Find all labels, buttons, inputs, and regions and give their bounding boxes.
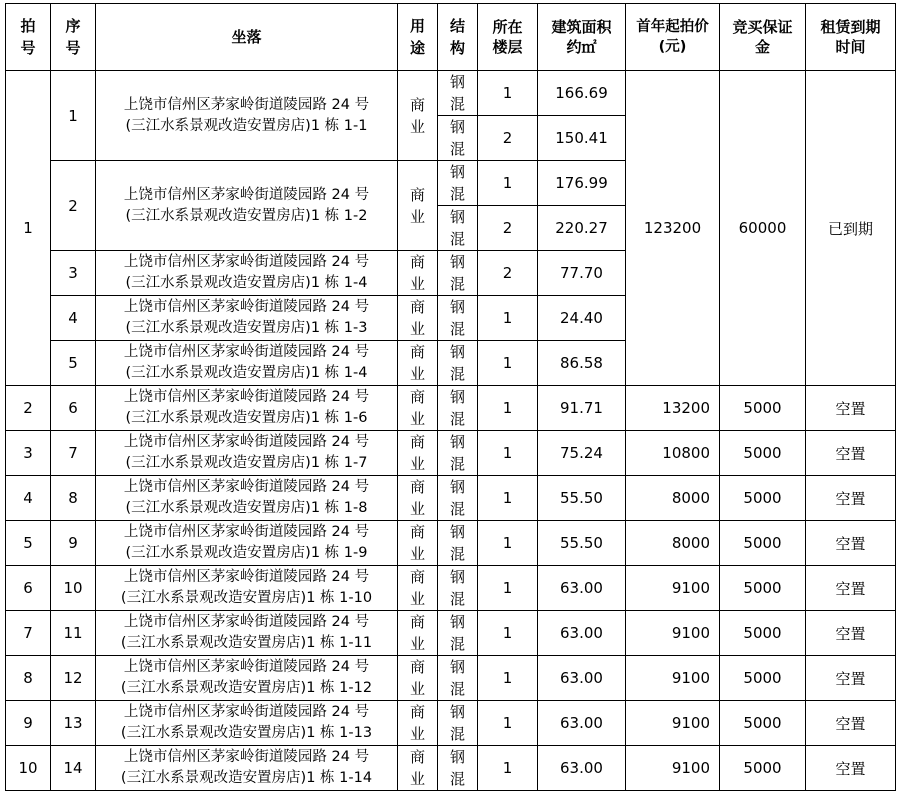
start-price-cell: 9100 [626, 611, 720, 656]
location-line: (三江水系景观改造安置房店)1 栋 1-6 [125, 410, 368, 426]
use-text: 商业 [410, 658, 426, 698]
start-price-cell: 123200 [626, 71, 720, 386]
location-line: 上饶市信州区茅家岭街道陵园路 24 号 [123, 749, 370, 765]
deposit-cell: 5000 [720, 746, 806, 791]
location-line: 上饶市信州区茅家岭街道陵园路 24 号 [123, 434, 370, 450]
table-row [6, 746, 896, 791]
use-cell [398, 656, 438, 701]
area-cell: 91.71 [538, 386, 626, 431]
lot-number: 2 [6, 386, 51, 431]
use-text: 商业 [410, 343, 426, 383]
start-price-cell: 9100 [626, 746, 720, 791]
deposit-cell: 5000 [720, 611, 806, 656]
area-cell: 24.40 [538, 296, 626, 341]
area-cell: 63.00 [538, 701, 626, 746]
deposit-cell: 5000 [720, 476, 806, 521]
deposit-cell: 5000 [720, 431, 806, 476]
lease-expiry-cell: 空置 [806, 386, 896, 431]
use-text: 商业 [410, 433, 426, 473]
location-line: (三江水系景观改造安置房店)1 栋 1-4 [125, 275, 368, 291]
structure-cell [438, 701, 478, 746]
header-deposit: 竞买保证金 [720, 4, 806, 71]
location-line: (三江水系景观改造安置房店)1 栋 1-13 [120, 725, 373, 741]
structure-text: 钢混 [450, 658, 466, 698]
table-row [6, 566, 896, 611]
structure-cell [438, 206, 478, 251]
use-text: 商业 [410, 478, 426, 518]
location-cell [96, 71, 398, 161]
location-line: (三江水系景观改造安置房店)1 栋 1-9 [125, 545, 368, 561]
seq-number: 7 [51, 431, 96, 476]
seq-number: 8 [51, 476, 96, 521]
lease-expiry-cell: 空置 [806, 521, 896, 566]
location-line: 上饶市信州区茅家岭街道陵园路 24 号 [123, 254, 370, 270]
lease-expiry-cell: 空置 [806, 701, 896, 746]
lease-expiry-cell: 空置 [806, 746, 896, 791]
header-use: 用途 [398, 4, 438, 71]
header-start-price: 首年起拍价(元) [626, 4, 720, 71]
use-cell [398, 476, 438, 521]
area-cell: 176.99 [538, 161, 626, 206]
location-line: 上饶市信州区茅家岭街道陵园路 24 号 [123, 704, 370, 720]
seq-number: 10 [51, 566, 96, 611]
structure-text: 钢混 [450, 118, 466, 158]
table-row [6, 476, 896, 521]
header-lease-expiry: 租赁到期时间 [806, 4, 896, 71]
location-line: (三江水系景观改造安置房店)1 栋 1-14 [120, 770, 373, 786]
seq-number: 12 [51, 656, 96, 701]
structure-cell [438, 161, 478, 206]
use-cell [398, 521, 438, 566]
seq-number: 13 [51, 701, 96, 746]
structure-cell [438, 341, 478, 386]
floor-cell: 2 [478, 116, 538, 161]
lot-number: 8 [6, 656, 51, 701]
seq-number: 5 [51, 341, 96, 386]
area-cell: 55.50 [538, 476, 626, 521]
structure-text: 钢混 [450, 253, 466, 293]
location-line: (三江水系景观改造安置房店)1 栋 1-12 [120, 680, 373, 696]
structure-text: 钢混 [450, 568, 466, 608]
structure-text: 钢混 [450, 163, 466, 203]
lot-number: 7 [6, 611, 51, 656]
header-lot: 拍号 [6, 4, 51, 71]
floor-cell: 1 [478, 746, 538, 791]
deposit-cell: 5000 [720, 521, 806, 566]
use-cell [398, 431, 438, 476]
use-cell [398, 296, 438, 341]
structure-text: 钢混 [450, 73, 466, 113]
deposit-cell: 5000 [720, 386, 806, 431]
seq-number: 2 [51, 161, 96, 251]
lot-number: 10 [6, 746, 51, 791]
location-line: (三江水系景观改造安置房店)1 栋 1-3 [125, 320, 368, 336]
floor-cell: 1 [478, 296, 538, 341]
header-location: 坐落 [96, 4, 398, 71]
start-price-cell: 9100 [626, 656, 720, 701]
seq-number: 3 [51, 251, 96, 296]
location-line: 上饶市信州区茅家岭街道陵园路 24 号 [123, 614, 370, 630]
floor-cell: 1 [478, 161, 538, 206]
area-cell: 63.00 [538, 611, 626, 656]
floor-cell: 2 [478, 251, 538, 296]
start-price-cell: 13200 [626, 386, 720, 431]
structure-cell [438, 251, 478, 296]
structure-text: 钢混 [450, 343, 466, 383]
lot-number: 4 [6, 476, 51, 521]
table-row [6, 71, 896, 116]
header-area: 建筑面积约㎡ [538, 4, 626, 71]
seq-number: 6 [51, 386, 96, 431]
lot-number: 1 [6, 71, 51, 386]
use-text: 商业 [410, 388, 426, 428]
floor-cell: 1 [478, 521, 538, 566]
location-cell [96, 431, 398, 476]
location-line: 上饶市信州区茅家岭街道陵园路 24 号 [123, 186, 370, 203]
location-line: 上饶市信州区茅家岭街道陵园路 24 号 [123, 389, 370, 405]
structure-text: 钢混 [450, 433, 466, 473]
structure-cell [438, 116, 478, 161]
seq-number: 4 [51, 296, 96, 341]
table-row [6, 386, 896, 431]
location-cell [96, 251, 398, 296]
location-line: (三江水系景观改造安置房店)1 栋 1-11 [120, 635, 373, 651]
structure-cell [438, 611, 478, 656]
use-text: 商业 [410, 523, 426, 563]
structure-cell [438, 521, 478, 566]
area-cell: 63.00 [538, 566, 626, 611]
location-cell [96, 476, 398, 521]
location-line: (三江水系景观改造安置房店)1 栋 1-2 [125, 207, 368, 224]
table-row [6, 521, 896, 566]
use-cell [398, 746, 438, 791]
deposit-cell: 60000 [720, 71, 806, 386]
use-text: 商业 [410, 185, 426, 226]
floor-cell: 1 [478, 386, 538, 431]
use-text: 商业 [410, 748, 426, 788]
seq-number: 1 [51, 71, 96, 161]
area-cell: 63.00 [538, 656, 626, 701]
lot-number: 9 [6, 701, 51, 746]
floor-cell: 1 [478, 611, 538, 656]
area-cell: 220.27 [538, 206, 626, 251]
use-text: 商业 [410, 703, 426, 743]
location-cell [96, 656, 398, 701]
floor-cell: 2 [478, 206, 538, 251]
floor-cell: 1 [478, 476, 538, 521]
area-cell: 86.58 [538, 341, 626, 386]
use-cell [398, 341, 438, 386]
structure-cell [438, 746, 478, 791]
location-cell [96, 386, 398, 431]
location-cell [96, 161, 398, 251]
table-row [6, 611, 896, 656]
deposit-cell: 5000 [720, 566, 806, 611]
floor-cell: 1 [478, 566, 538, 611]
location-line: (三江水系景观改造安置房店)1 栋 1-7 [125, 455, 368, 471]
location-line: 上饶市信州区茅家岭街道陵园路 24 号 [123, 96, 370, 113]
lease-expiry-cell: 空置 [806, 656, 896, 701]
lot-number: 6 [6, 566, 51, 611]
seq-number: 9 [51, 521, 96, 566]
use-cell [398, 251, 438, 296]
floor-cell: 1 [478, 431, 538, 476]
area-cell: 150.41 [538, 116, 626, 161]
location-cell [96, 611, 398, 656]
location-cell [96, 566, 398, 611]
seq-number: 11 [51, 611, 96, 656]
location-line: 上饶市信州区茅家岭街道陵园路 24 号 [123, 479, 370, 495]
use-cell [398, 611, 438, 656]
use-cell [398, 161, 438, 251]
structure-text: 钢混 [450, 478, 466, 518]
lot-number: 5 [6, 521, 51, 566]
structure-text: 钢混 [450, 748, 466, 788]
structure-text: 钢混 [450, 703, 466, 743]
location-line: 上饶市信州区茅家岭街道陵园路 24 号 [123, 524, 370, 540]
location-cell [96, 296, 398, 341]
structure-text: 钢混 [450, 208, 466, 248]
structure-cell [438, 566, 478, 611]
location-line: 上饶市信州区茅家岭街道陵园路 24 号 [123, 659, 370, 675]
use-text: 商业 [410, 568, 426, 608]
start-price-cell: 8000 [626, 476, 720, 521]
lease-expiry-cell: 空置 [806, 566, 896, 611]
structure-text: 钢混 [450, 388, 466, 428]
deposit-cell: 5000 [720, 656, 806, 701]
location-cell [96, 701, 398, 746]
start-price-cell: 10800 [626, 431, 720, 476]
use-cell [398, 71, 438, 161]
lease-expiry-cell: 空置 [806, 476, 896, 521]
table-row [6, 656, 896, 701]
location-cell [96, 746, 398, 791]
auction-table [5, 3, 896, 791]
location-line: (三江水系景观改造安置房店)1 栋 1-10 [120, 590, 373, 606]
table-row [6, 701, 896, 746]
use-cell [398, 386, 438, 431]
lease-expiry-cell: 空置 [806, 431, 896, 476]
structure-cell [438, 386, 478, 431]
use-cell [398, 566, 438, 611]
area-cell: 77.70 [538, 251, 626, 296]
structure-cell [438, 476, 478, 521]
structure-cell [438, 431, 478, 476]
header-seq: 序号 [51, 4, 96, 71]
table-row [6, 431, 896, 476]
floor-cell: 1 [478, 71, 538, 116]
lease-expiry-cell: 已到期 [806, 71, 896, 386]
header-row [6, 4, 896, 71]
use-cell [398, 701, 438, 746]
deposit-cell: 5000 [720, 701, 806, 746]
structure-cell [438, 296, 478, 341]
use-text: 商业 [410, 95, 426, 136]
location-line: 上饶市信州区茅家岭街道陵园路 24 号 [123, 569, 370, 585]
floor-cell: 1 [478, 341, 538, 386]
area-cell: 75.24 [538, 431, 626, 476]
floor-cell: 1 [478, 701, 538, 746]
header-floor: 所在楼层 [478, 4, 538, 71]
area-cell: 55.50 [538, 521, 626, 566]
area-cell: 166.69 [538, 71, 626, 116]
structure-text: 钢混 [450, 523, 466, 563]
lease-expiry-cell: 空置 [806, 611, 896, 656]
structure-cell [438, 71, 478, 116]
location-line: 上饶市信州区茅家岭街道陵园路 24 号 [123, 299, 370, 315]
location-line: (三江水系景观改造安置房店)1 栋 1-1 [125, 117, 368, 134]
start-price-cell: 9100 [626, 701, 720, 746]
location-line: (三江水系景观改造安置房店)1 栋 1-8 [125, 500, 368, 516]
table-body [6, 71, 896, 791]
start-price-cell: 8000 [626, 521, 720, 566]
structure-text: 钢混 [450, 613, 466, 653]
seq-number: 14 [51, 746, 96, 791]
use-text: 商业 [410, 613, 426, 653]
location-line: 上饶市信州区茅家岭街道陵园路 24 号 [123, 344, 370, 360]
location-line: (三江水系景观改造安置房店)1 栋 1-4 [125, 365, 368, 381]
use-text: 商业 [410, 298, 426, 338]
lot-number: 3 [6, 431, 51, 476]
structure-cell [438, 656, 478, 701]
header-structure: 结构 [438, 4, 478, 71]
area-cell: 63.00 [538, 746, 626, 791]
use-text: 商业 [410, 253, 426, 293]
start-price-cell: 9100 [626, 566, 720, 611]
location-cell [96, 341, 398, 386]
location-cell [96, 521, 398, 566]
structure-text: 钢混 [450, 298, 466, 338]
floor-cell: 1 [478, 656, 538, 701]
